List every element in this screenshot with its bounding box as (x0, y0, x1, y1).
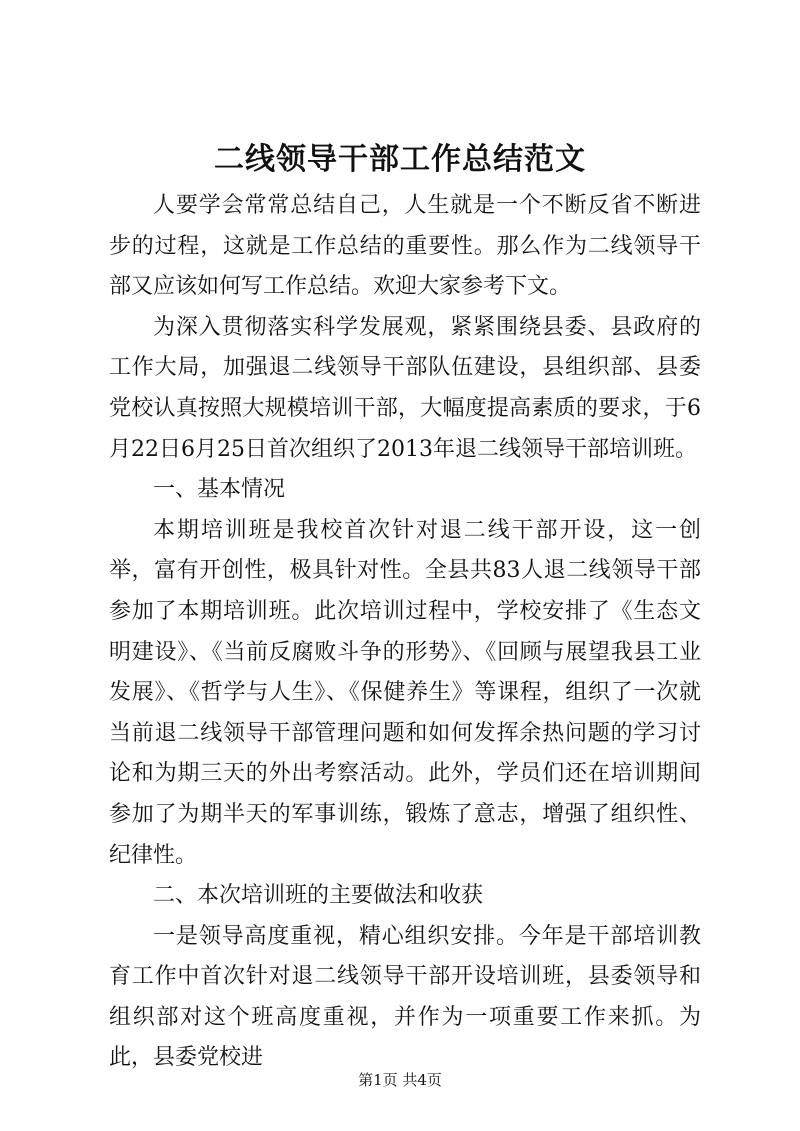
page-number-footer: 第1页 共4页 (358, 1071, 442, 1089)
intro-paragraph: 人要学会常常总结自己，人生就是一个不断反省不断进步的过程，这就是工作总结的重要性。那么作为二线领导干部又应该如何写工作总结。欢迎大家参考下文。 (109, 193, 701, 300)
document-title: 二线领导干部工作总结范文 (214, 142, 586, 177)
basic-situation-paragraph: 本期培训班是我校首次针对退二线干部开设，这一创举，富有开创性，极具针对性。全县共83人退二线领导干部参加了本期培训班。此次培训过程中，学校安排了《生态文明建设》、《当前反腐败斗争的形势》、《回顾与展望我县工业发展》、《哲学与人生》、《保健养生》等课程，组织了一次就当前退二线领导干部管理问题和如何发挥余热问题的学习讨论和为期三天的外出考察活动。此外，学员们还在培训期间参加了为期半天的军事训练，锻炼了意志，增强了组织性、纪律性。 (109, 517, 701, 868)
practices-paragraph: 一是领导高度重视，精心组织安排。今年是干部培训教育工作中首次针对退二线领导干部开设培训班，县委领导和组织部对这个班高度重视，并作为一项重要工作来抓。为此，县委党校进 (109, 923, 701, 1071)
background-paragraph: 为深入贯彻落实科学发展观，紧紧围绕县委、县政府的工作大局，加强退二线领导干部队伍建设，县组织部、县委党校认真按照大规模培训干部，大幅度提高素质的要求，于6月22日6月25日首次组织了2013年退二线领导干部培训班。 (109, 314, 701, 462)
section-heading-basic-situation: 一、基本情况 (153, 477, 286, 503)
section-heading-practices: 二、本次培训班的主要做法和收获 (153, 883, 484, 909)
document-body (109, 186, 701, 1079)
